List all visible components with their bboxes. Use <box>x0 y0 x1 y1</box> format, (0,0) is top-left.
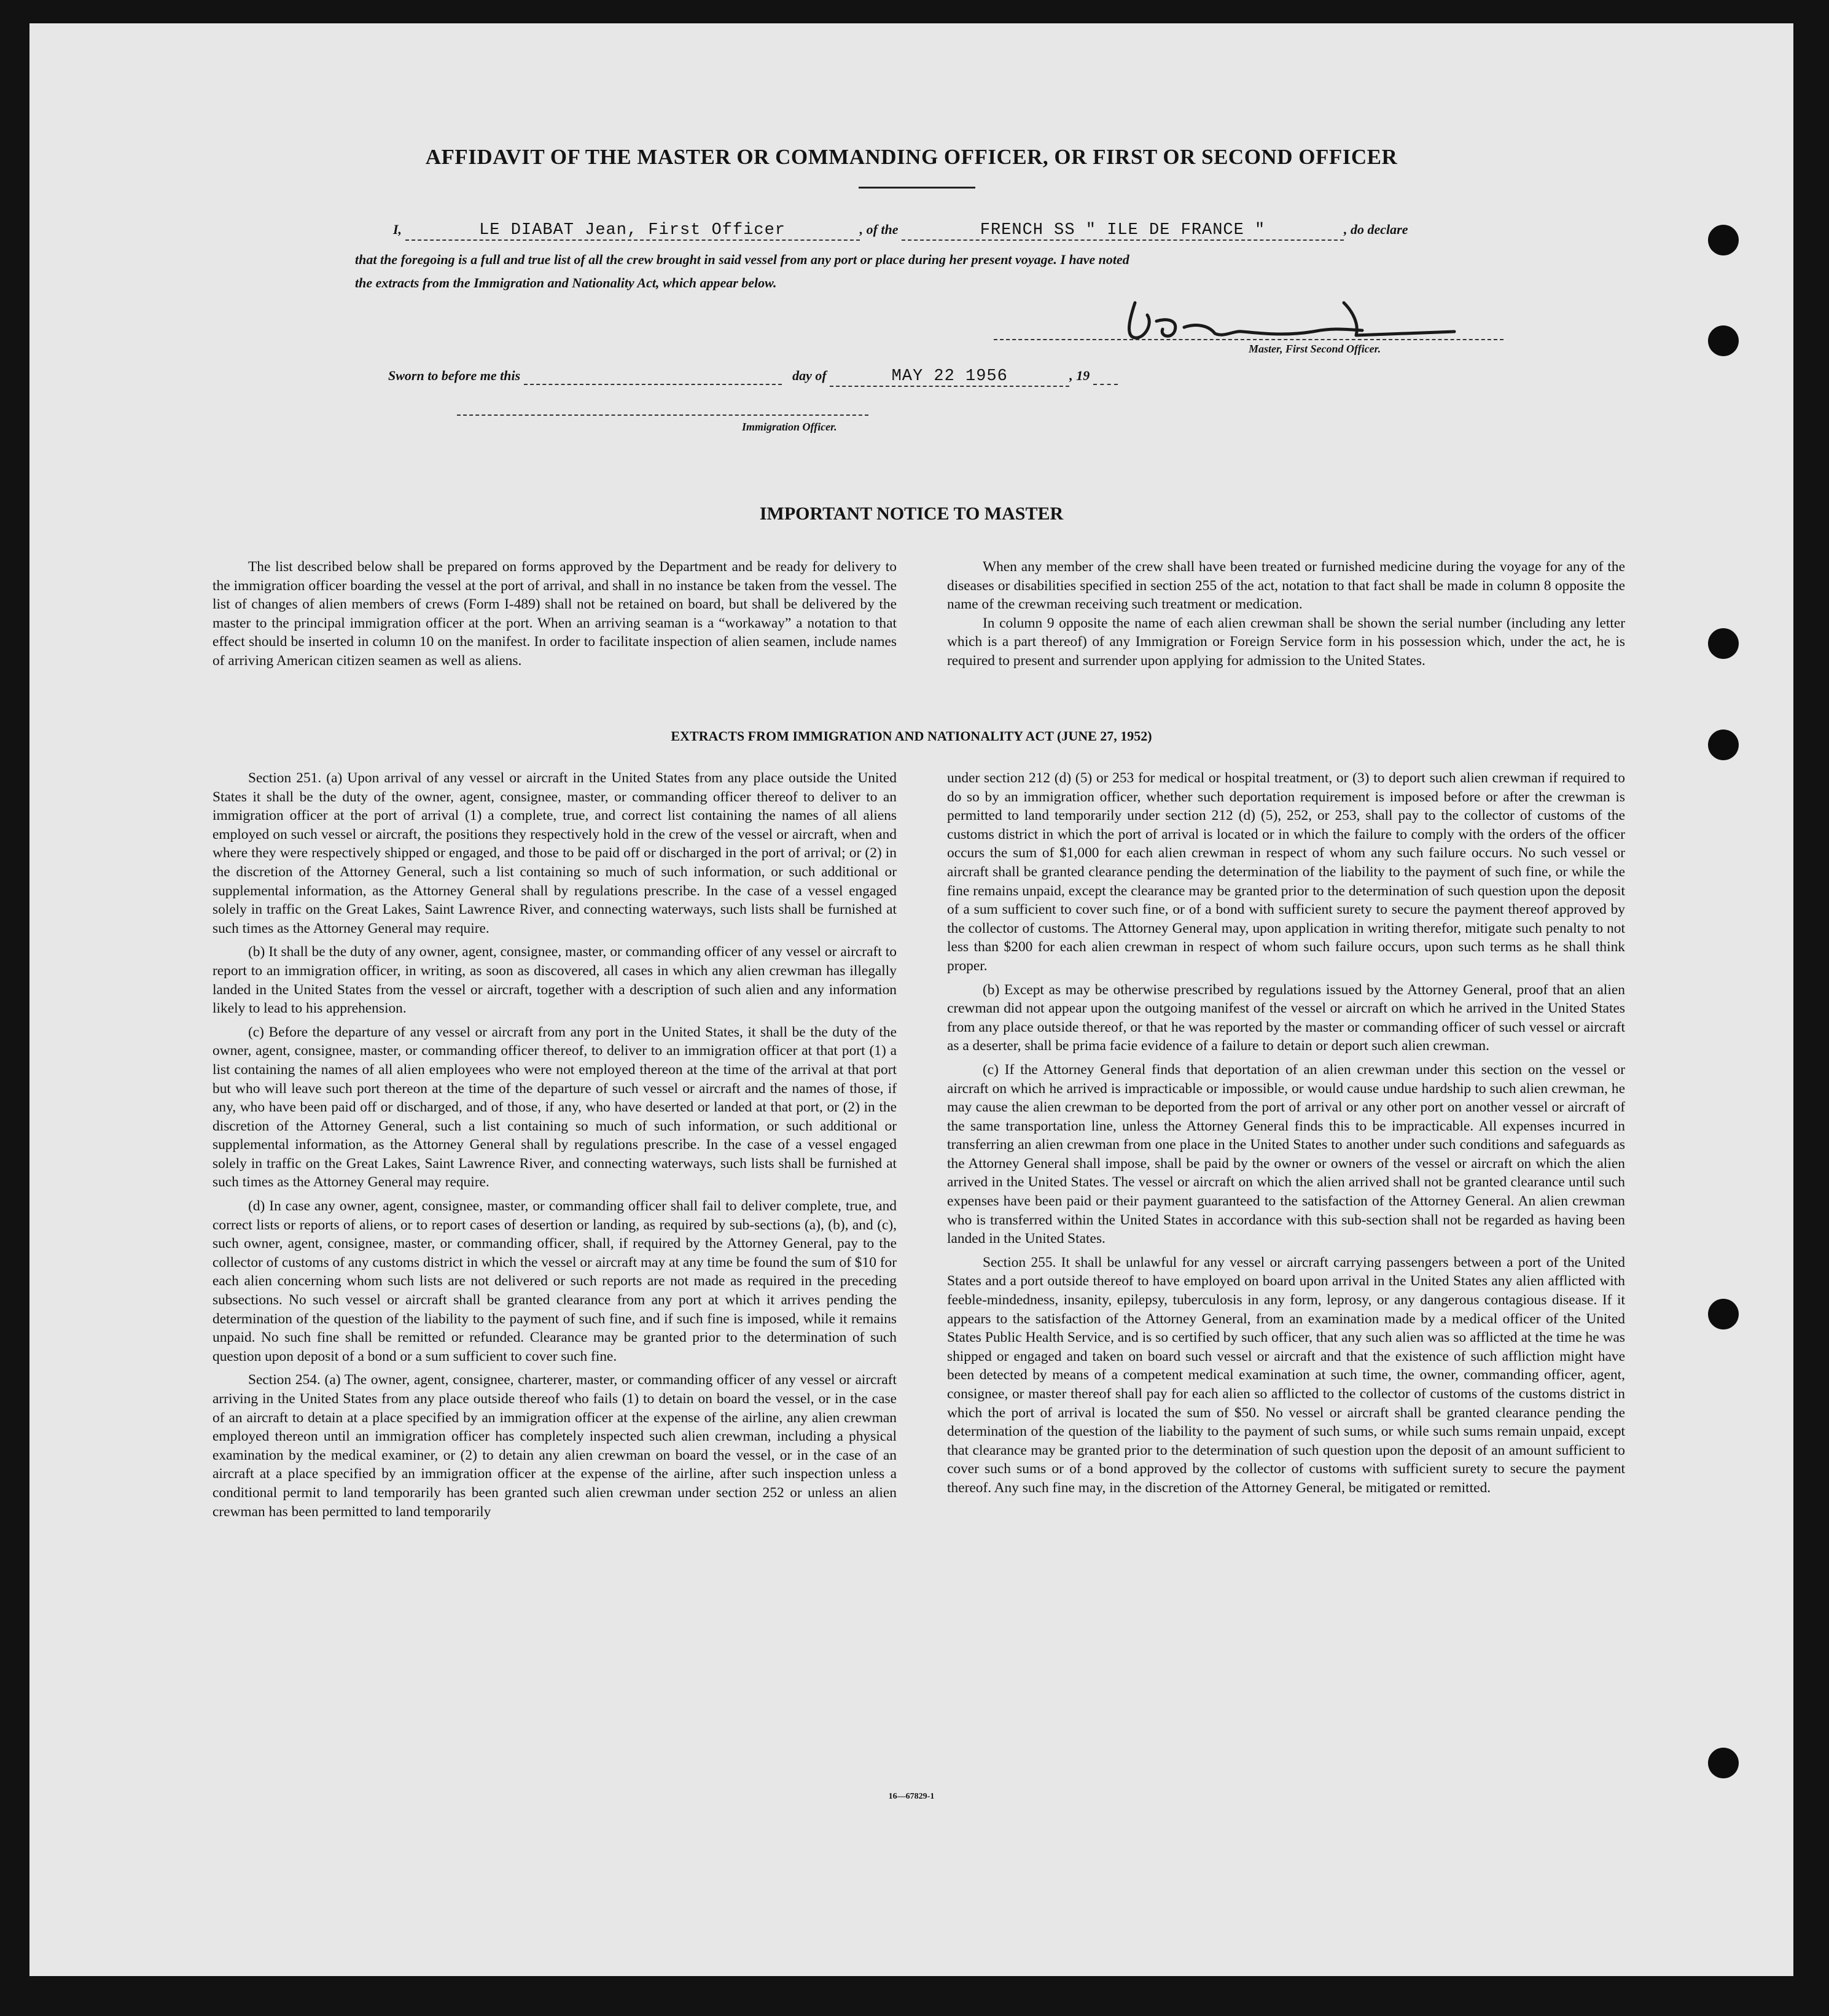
statement-line-1: that the foregoing is a full and true list of all the crew brought in said vessel from any port or place during her present voyage. I have noted <box>355 252 1129 267</box>
punch-hole <box>1708 325 1739 356</box>
document-page <box>29 23 1793 1976</box>
extract-paragraph: under section 212 (d) (5) or 253 for medical or hospital treatment, or (3) to deport such alien crewman if required to do so by an immigration officer, whether such deportation requirement is imposed before or after the crewman is permitted to land temporarily under section 212 (d) (5), 252, or 253, shall pay to the collector of customs of the customs district in which the port of arrival is located or in which the failure to comply with the orders of the officer occurs the sum of $1,000 for each alien crewman in respect of whom any such failure occurs. No such vessel or aircraft shall be granted clearance pending the determination of the liability to the payment of such fine, or while the fine remains unpaid, except the clearance may be granted prior to the determination of such question upon the deposit of a sum sufficient to cover such fine, or of a bond with sufficient surety to secure the payment thereof approved by the collector of customs. The Attorney General may, upon application in writing therefor, mitigate such penalty to not less than $200 for each alien crewman in respect of whom such failure occurs, upon such terms as he shall think proper. <box>947 770 1625 974</box>
punch-hole <box>1708 225 1739 255</box>
punch-hole <box>1708 1299 1739 1329</box>
notice-title: IMPORTANT NOTICE TO MASTER <box>759 504 1064 524</box>
affidavit-title: AFFIDAVIT OF THE MASTER OR COMMANDING OFFICER, OR FIRST OR SECOND OFFICER <box>425 145 1398 169</box>
notice-left-column <box>213 558 897 671</box>
sworn-date-field <box>830 367 1069 387</box>
declare-label: , do declare <box>1344 222 1408 237</box>
extract-paragraph: (d) In case any owner, agent, consignee, master, or commanding officer shall fail to deliver complete, true, and correct lists or reports of aliens, or to report cases of desertion or landing, as required by sub-sections (a), (b), and (c), such owner, agent, consignee, master, or commanding officer, shall, if required by the Attorney General, pay to the collector of customs of any customs district in which the vessel or aircraft may at any time be found the sum of $10 for each alien concerning whom such lists are not delivered or such reports are not made as required in the preceding subsections. No such vessel or aircraft shall be granted clearance from any port at which it arrives pending the determination of the question of the liability to the payment of such fine, and if such fine is imposed, while it remains unpaid. No such fine shall be remitted or refunded. Clearance may be granted prior to the determination of such question upon deposit of a bond or a sum sufficient to cover such fine. <box>213 1198 897 1364</box>
sworn-line <box>388 367 1555 387</box>
officer-name-field <box>405 221 860 241</box>
immigration-officer-line <box>457 414 868 416</box>
notice-paragraph: When any member of the crew shall have been treated or furnished medicine during the voyage for any of the diseases or disabilities specified in section 255 of the act, notation to that fact shall be made in column 8 opposite the name of the crewman receiving such treatment or medication. <box>947 559 1625 613</box>
extract-paragraph: (b) Except as may be otherwise prescribed by regulations issued by the Attorney General, proof that an alien crewman did not appear upon the outgoing manifest of the vessel or aircraft on which he arrived in the United States from any place outside thereof, or that he was reported by the master or commanding officer of such vessel or aircraft as a deserter, shall be prima facie evidence of a failure to detain or deport such alien crewman. <box>947 981 1625 1054</box>
year-field <box>1093 368 1118 385</box>
day-of-label: day of <box>792 368 827 383</box>
extracts-title: EXTRACTS FROM IMMIGRATION AND NATIONALITY ACT (JUNE 27, 1952) <box>671 728 1152 744</box>
title-rule <box>859 187 975 189</box>
vessel-name-field <box>902 221 1344 241</box>
sworn-label: Sworn to before me this <box>388 368 521 383</box>
of-the-label: , of the <box>859 222 899 237</box>
statement-line-2: the extracts from the Immigration and Nationality Act, which appear below. <box>355 275 777 290</box>
officer-name: LE DIABAT Jean, First Officer <box>479 221 786 239</box>
sworn-day-field <box>524 368 782 385</box>
extract-paragraph: (c) Before the departure of any vessel or aircraft from any port in the United States, it shall be the duty of the owner, agent, consignee, master, or commanding officer thereof, to deliver to an immigration officer at that port (1) a list containing the names of all alien employees who were not employed thereon at the time of the arrival at that port but who will leave such port thereon at the time of the departure of such vessel or aircraft and the names of those, if any, who have been paid off or discharged, and of those, if any, who have deserted or landed at that port, or (2) in the discretion of the Attorney General, such a list containing so much of such information, or such additional or supplemental information, as the Attorney General shall by regulations prescribe. In the case of a vessel engaged solely in traffic on the Great Lakes, Saint Lawrence River, and connecting waterways, such lists shall be furnished at such times as the Attorney General may require. <box>213 1024 897 1191</box>
vessel-name: FRENCH SS " ILE DE FRANCE " <box>980 221 1266 239</box>
sworn-date: MAY 22 1956 <box>891 367 1008 386</box>
punch-hole <box>1708 628 1739 659</box>
extract-paragraph: Section 255. It shall be unlawful for any vessel or aircraft carrying passengers between a port of the United States and a port outside thereof to have employed on board upon arrival in the United States any alien afflicted with feeble-mindedness, insanity, epilepsy, tuberculosis in any form, leprosy, or any dangerous contagious disease. If it appears to the satisfaction of the Attorney General, from an examination made by a medical officer of the United States Public Health Service, and is so certified by such officer, that any such alien was so afflicted at the time he was shipped or engaged and taken on board such vessel or aircraft and that the existence of such affliction might have been detected by means of a competent medical examination at such time, the owner, commanding officer, agent, consignee, or master thereof shall pay for each alien so afflicted to the collector of customs of the customs district in which the port of arrival is located the sum of $50. No vessel or aircraft shall be granted clearance pending the determination of the question of the liability to the payment of such sums, or while such sums remain unpaid, except that clearance may be granted prior to the determination of such question upon the deposit of an amount sufficient to cover such sums or of a bond approved by the collector of customs with sufficient surety to secure the payment thereof. Any such fine may, in the discretion of the Attorney General, be mitigated or remitted. <box>947 1254 1625 1496</box>
year-label: , 19 <box>1069 368 1090 383</box>
notice-right-column <box>947 558 1625 671</box>
extract-paragraph: (c) If the Attorney General finds that deportation of an alien crewman under this section on the vessel or aircraft on which he arrived is impracticable or impossible, or would cause undue hardship to such alien crewman, he may cause the alien crewman to be deported from the port of arrival or any other port on another vessel or aircraft of the same transportation line, unless the Attorney General finds this to be impracticable. All expenses incurred in transferring an alien crewman from one place in the United States to another under such conditions and safeguards as the Attorney General shall impose, shall be paid by the owner or owners of the vessel or aircraft on which the alien arrived in the United States. The vessel or aircraft on which the alien arrived shall not be granted clearance until such expenses have been paid or their payment guaranteed to the satisfaction of the Attorney General. An alien crewman who is transferred within the United States in accordance with this sub-section shall not be regarded as having been landed in the United States. <box>947 1061 1625 1247</box>
immigration-officer-caption: Immigration Officer. <box>742 421 837 433</box>
signature-caption: Master, First Second Officer. <box>1249 343 1381 355</box>
punch-hole <box>1708 1748 1739 1778</box>
declaration-line <box>393 221 1560 241</box>
i-label: I, <box>393 222 402 237</box>
notice-paragraph: The list described below shall be prepared on forms approved by the Department and be ready for delivery to the immigration officer boarding the vessel at the port of arrival, and shall in no instance be taken from the vessel. The list of changes of alien members of crews (Form I-489) shall not be retained on board, but shall be delivered by the master to the principal immigration officer at the port. When an arriving seaman is a “workaway” a notation to that effect should be inserted in column 10 on the manifest. In order to facilitate inspection of alien seamen, include names of arriving American citizen seamen as well as aliens. <box>213 559 897 669</box>
extracts-left-column <box>213 769 897 1521</box>
extract-paragraph: (b) It shall be the duty of any owner, agent, consignee, master, or commanding officer of any vessel or aircraft to report to an immigration officer, in writing, as soon as discovered, all cases in which any alien crewman has illegally landed in the United States from the vessel or aircraft, together with a description of such alien and any information likely to lead to his apprehension. <box>213 944 897 1017</box>
form-number: 16—67829-1 <box>888 1792 935 1801</box>
extracts-right-column <box>947 769 1625 1498</box>
extract-paragraph: Section 254. (a) The owner, agent, consignee, charterer, master, or commanding officer of any vessel or aircraft arriving in the United States from any place outside thereof who fails (1) to detain on board the vessel, or in the case of an aircraft to detain at a place specified by an immigration officer at the expense of the airline, any alien crewman employed thereon until an immigration officer has completely inspected such alien crewman, including a physical examination by the medical examiner, or (2) to detain any alien crewman on board the vessel, or in the case of an aircraft at a place specified by an immigration officer at the expense of the airline, after such inspection unless a conditional permit to land temporarily has been granted such alien crewman under section 252 or unless an alien crewman has been permitted to land temporarily <box>213 1372 897 1520</box>
signature-line <box>994 339 1503 340</box>
extract-paragraph: Section 251. (a) Upon arrival of any vessel or aircraft in the United States from any place outside the United States it shall be the duty of the owner, agent, consignee, master, or commanding officer thereof to deliver to an immigration officer at the port of arrival (1) a complete, true, and correct list containing the names of all aliens employed on such vessel or aircraft, the positions they respectively hold in the crew of the vessel or aircraft, when and where they were respectively shipped or engaged, and those to be paid off or discharged in the port of arrival; or (2) in the discretion of the Attorney General, such a list containing so much of such information, or such additional or supplemental information, as the Attorney General shall by regulations prescribe. In the case of a vessel engaged solely in traffic on the Great Lakes, Saint Lawrence River, and connecting waterways, such lists shall be furnished at such times as the Attorney General may require. <box>213 770 897 936</box>
notice-paragraph: In column 9 opposite the name of each alien crewman shall be shown the serial number (including any letter which is a part thereof) of any Immigration or Foreign Service form in his possession which, under the act, he is required to present and surrender upon applying for admission to the United States. <box>947 615 1625 669</box>
